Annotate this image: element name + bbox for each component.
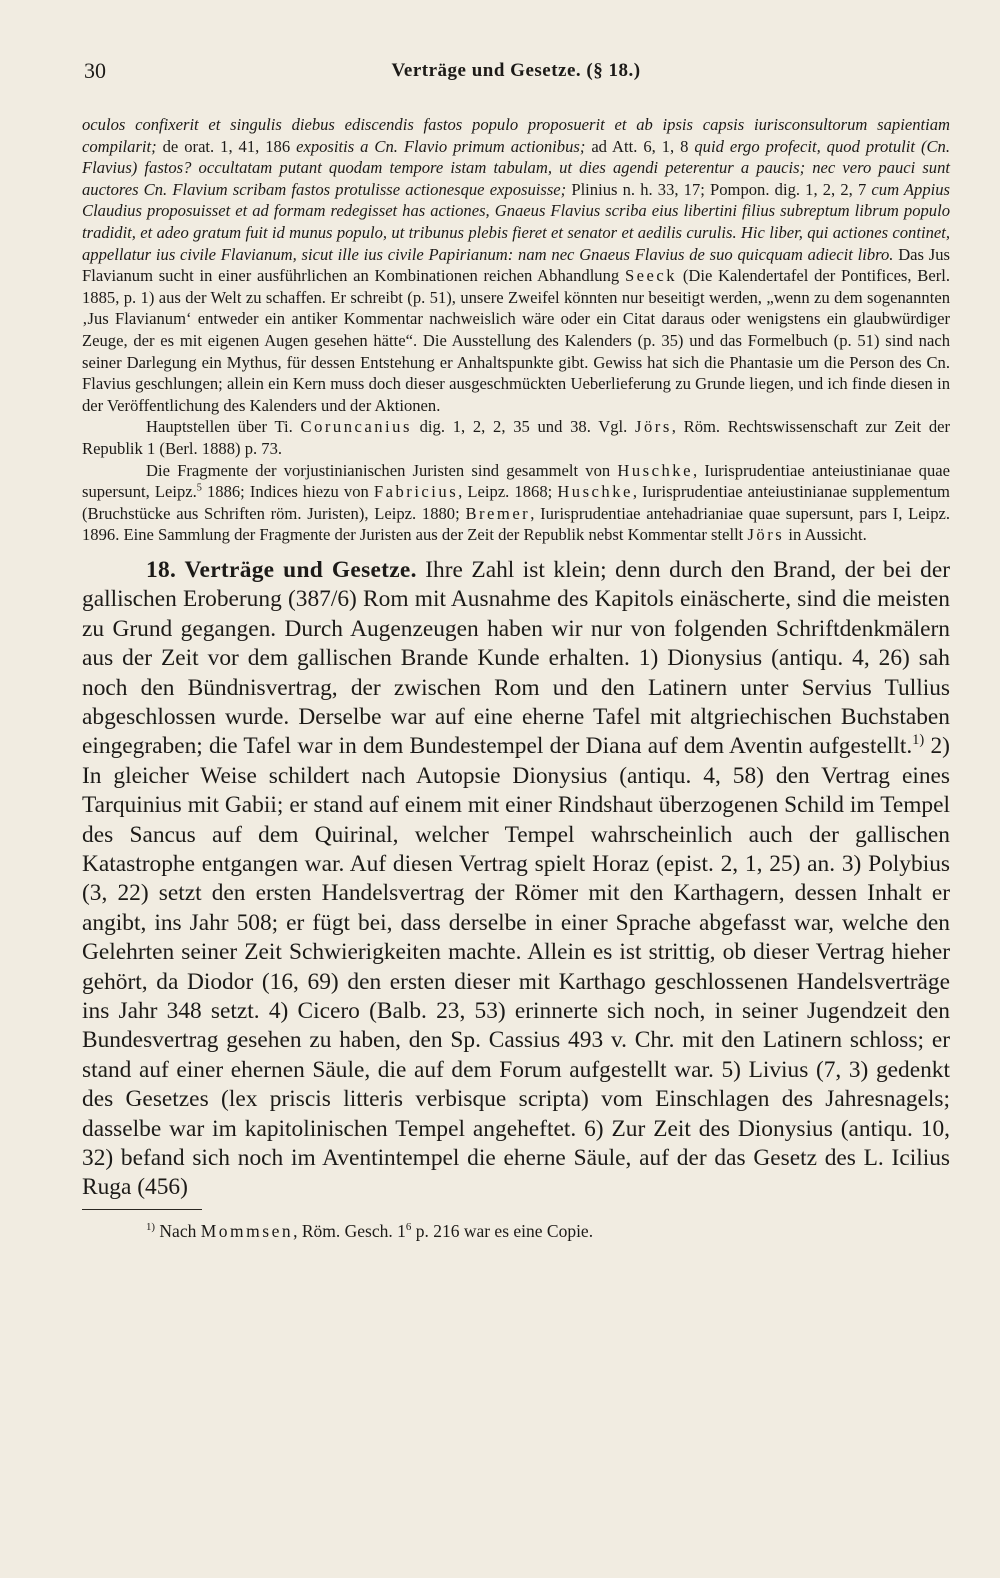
note-text: in Aussicht.	[784, 525, 867, 545]
notes-block	[82, 114, 950, 546]
note-text: 1886; Indices hiezu von	[201, 482, 374, 502]
author-name: Jörs	[635, 417, 672, 437]
latin-quote: cum Appius Claudius proposuisset et ad formam redegisset has actiones, Gnaeus Flavius scriba eius libertini filius subreptum librum populo tradidit, et adeo gratum fuit id munus populo, ut tribunus plebis fieret et senator et aedilis curulis. Hic liber, qui actiones continet, appellatur ius civile Flavianum, sicut ille ius civile Papirianum: nam nec Gnaeus Flavius de suo quicquam adiecit libro.	[82, 179, 950, 264]
author-name: Seeck	[624, 266, 678, 286]
note-text: (Die Kalendertafel der Pontifices, Berl. 1885, p. 1) aus der Welt zu schaffen. Er schreibt (p. 51), unsere Zweifel könnten nur beseitigt werden, „wenn zu dem sogenannten ‚Jus Flavianum‘ entweder ein antiker Kommentar nachweislich wäre oder ein Citat daraus oder wenigstens ein glaubwürdiger Zeuge, der es mit eigenen Augen gesehen hätte“. Die Ausstellung des Kalenders (p. 35) und das Formelbuch (p. 51) sind nach seiner Darlegung ein Mythus, für dessen Entstehung er Anhaltspunkte gibt. Gewiss hat sich die Phantasie um die Person des Cn. Flavius geschlungen; allein ein Kern muss doch dieser ausgeschmückten Ueberlieferung zu Grunde liegen, und ich finde diesen in der Veröffentlichung des Kalenders und der Aktionen.	[82, 266, 951, 415]
footnote	[82, 1220, 950, 1242]
author-name: Huschke	[617, 460, 693, 480]
body-text: 2) In gleicher Weise schildert nach Autopsie Dionysius (antiqu. 4, 58) den Vertrag eines Tarquinius mit Gabii; er stand auf einem mit einer Rindshaut überzogenen Schild im Tempel des Sancus auf dem Quirinal, welcher Tempel wahrscheinlich auch der gallischen Katastrophe entgangen war. Auf diesen Vertrag spielt Horaz (epist. 2, 1, 25) an. 3) Polybius (3, 22) setzt den ersten Handelsvertrag der Römer mit den Karthagern, dessen Inhalt er angibt, ins Jahr 508; er fügt bei, dass derselbe in einer Sprache abgefasst war, welche den Gelehrten seiner Zeit Schwierigkeiten machte. Allein es ist strittig, ob dieser Vertrag hieher gehört, da Diodor (16, 69) den ersten dieser mit Karthago geschlossenen Handelsverträge ins Jahr 348 setzt. 4) Cicero (Balb. 23, 53) erinnerte sich noch, in seiner Jugendzeit den Bundesvertrag gesehen zu haben, den Sp. Cassius 493 v. Chr. mit den Latinern schloss; er stand auf einer ehernen Säule, die auf dem Forum aufgestellt war. 5) Livius (7, 3) gedenkt des Gesetzes (lex priscis litteris verbisque scripta) vom Einschlagen des Jahresnagels; dasselbe war im kapitolinischen Tempel angeheftet. 6) Zur Zeit des Dionysius (antiqu. 10, 32) befand sich noch im Aventintempel die eherne Säule, auf der das Gesetz des L. Icilius Ruga (456)	[82, 733, 950, 1201]
author-name: Bremer	[465, 503, 531, 523]
footnote-text: p. 216 war es eine Copie.	[411, 1220, 594, 1241]
latin-quote: expositis a Cn. Flavio primum actionibus;	[296, 136, 586, 156]
footnote-marker: 1)	[146, 1220, 156, 1233]
author-name: Huschke	[557, 482, 633, 502]
citation-text: ad Att. 6, 1, 8	[585, 136, 695, 156]
latin-quote: oculos confixerit et singulis diebus ediscendis fastos populo proposuerit et ab ipsis capsis iurisconsultorum sapientiam compilarit;	[82, 115, 950, 156]
edition-superscript: 6	[405, 1220, 412, 1233]
running-head	[82, 58, 950, 92]
page-number: 30	[84, 58, 106, 83]
section-18-paragraph	[82, 556, 950, 1203]
note-paragraph-flavius	[82, 114, 950, 416]
person-name: Coruncanius	[300, 417, 412, 437]
note-text: dig. 1, 2, 2, 35 und 38. Vgl.	[411, 417, 636, 437]
latin-quote: quid ergo profecit, quod protulit (Cn. Flavius) fastos? occultatam putant quodam tempore istam tabulam, ut dies agendi peterentur a paucis; nec vero pauci sunt auctores Cn. Flavium scribam fastos protulisse actionesque exposuisse;	[82, 136, 950, 199]
main-text	[82, 556, 950, 1203]
footnote-divider	[82, 1209, 202, 1210]
note-text: , Röm. Rechtswissenschaft zur Zeit der Republik 1 (Berl. 1888) p. 73.	[82, 417, 951, 458]
note-text: Die Fragmente der vorjustinianischen Juristen sind gesammelt von	[146, 460, 618, 480]
section-heading: 18. Verträge und Gesetze.	[146, 556, 417, 583]
note-paragraph-fragments	[82, 460, 950, 546]
running-title: Verträge und Gesetze. (§ 18.)	[391, 60, 641, 81]
note-text: Das Jus Flavianum sucht in einer ausführlichen an Kombinationen reichen Abhandlung	[82, 244, 950, 286]
note-text: Hauptstellen über Ti.	[146, 417, 301, 437]
note-text: , Iurisprudentiae anteiustinianae supplementum (Bruchstücke aus Schriften röm. Juristen), Leipz. 1880;	[82, 482, 950, 523]
footnote-text: Nach	[155, 1220, 201, 1241]
edition-superscript: 5	[196, 482, 202, 494]
note-text: , Iurisprudentiae anteiustinianae quae supersunt, Leipz.	[82, 460, 950, 502]
footnote-reference: 1)	[912, 732, 925, 749]
footnote-text: , Röm. Gesch. 1	[293, 1220, 406, 1241]
author-name: Fabricius	[373, 482, 459, 502]
author-name: Jörs	[747, 525, 785, 545]
body-text: Ihre Zahl ist klein; denn durch den Brand, der bei der gallischen Eroberung (387/6) Rom mit Ausnahme des Kapitols einäscherte, sind die meisten zu Grund gegangen. Durch Augenzeugen haben wir nur von folgenden Schriftdenkmälern aus der Zeit vor dem gallischen Brande Kunde erhalten. 1) Dionysius (antiqu. 4, 26) sah noch den Bündnisvertrag, der zwischen Rom und den Latinern unter Servius Tullius abgeschlossen wurde. Derselbe war auf eine eherne Tafel mit altgriechischen Buchstaben eingegraben; die Tafel war in dem Bundestempel der Diana auf dem Aventin aufgestellt.	[82, 556, 950, 760]
author-name: Mommsen	[200, 1220, 294, 1241]
citation-text: Plinius n. h. 33, 17; Pompon. dig. 1, 2, 2, 7	[566, 179, 872, 199]
note-text: , Leipz. 1868;	[458, 482, 558, 502]
note-text: , Iurisprudentiae antehadrianiae quae supersunt, pars I, Leipz. 1896. Eine Sammlung der Fragmente der Juristen aus der Zeit der Republik nebst Kommentar stellt	[82, 503, 950, 545]
citation-text: de orat. 1, 41, 186	[156, 136, 297, 156]
note-paragraph-coruncanius	[82, 416, 950, 459]
